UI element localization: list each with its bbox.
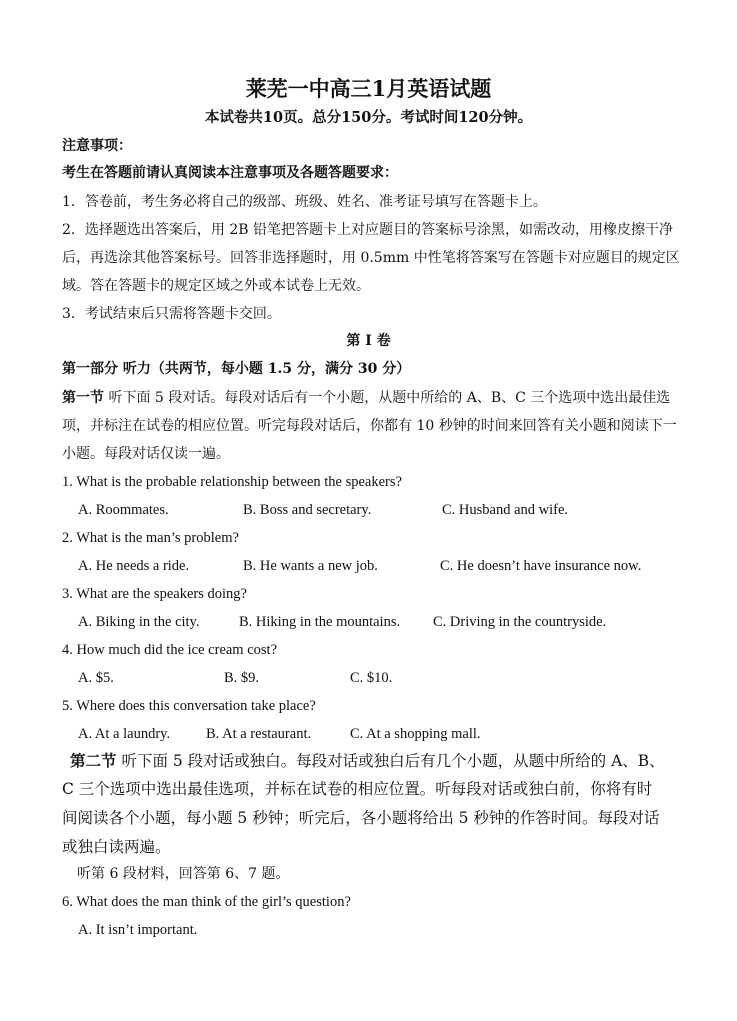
option-a: A. $5.: [78, 670, 114, 686]
option-a: A. Roommates.: [78, 502, 169, 518]
exam-subtitle: 本试卷共10页。总分150分。考试时间120分钟。: [204, 109, 533, 126]
section1-line: [62, 391, 670, 405]
notice-item: 1．答卷前，考生务必将自己的级部、班级、姓名、准考证号填写在答题卡上。: [62, 194, 547, 210]
part1-heading: 第一部分 听力（共两节，每小题 1.5 分，满分 30 分）: [62, 361, 411, 377]
question-text: 3. What are the speakers doing?: [62, 586, 247, 602]
question-text: 5. Where does this conversation take place?: [62, 698, 316, 714]
option-b: B. Boss and secretary.: [243, 502, 372, 518]
option-b: B. He wants a new job.: [243, 558, 378, 574]
notice-intro: 考生在答题前请认真阅读本注意事项及各题答题要求：: [62, 165, 398, 181]
section2-line: C 三个选项中选出最佳选项，并标在试卷的相应位置。听每段对话或独白前，你将有时: [62, 780, 653, 798]
page-title: 莱芜一中高三1月英语试题: [245, 76, 492, 101]
section2-line: 或独白读两遍。: [62, 838, 171, 856]
option-a: A. It isn’t important.: [78, 922, 198, 938]
notice-item: 后，再选涂其他答案标号。回答非选择题时，用 0.5mm 中性笔将答案写在答题卡对应题目的规定区: [62, 250, 680, 266]
option-c: C. Driving in the countryside.: [433, 614, 607, 630]
section1-line: 小题。每段对话仅读一遍。: [62, 446, 230, 462]
question-text: 4. How much did the ice cream cost?: [62, 642, 278, 658]
section1-line: 项，并标注在试卷的相应位置。听完每段对话后，你都有 10 秒钟的时间来回答有关小题和阅读下一: [62, 418, 677, 434]
section2-text: 听下面 5 段对话或独白。每段对话或独白后有几个小题，从题中所给的 A、B、: [116, 752, 665, 770]
option-c: C. $10.: [350, 670, 393, 686]
option-b: B. $9.: [224, 670, 260, 686]
notice-item: 域。答在答题卡的规定区域之外或本试卷上无效。: [62, 278, 370, 294]
section1-label: 第一节: [62, 390, 104, 406]
notice-item: 3．考试结束后只需将答题卡交回。: [62, 306, 281, 322]
option-c: C. Husband and wife.: [442, 502, 569, 518]
option-c: C. At a shopping mall.: [350, 726, 481, 742]
volume-heading: 第 I 卷: [346, 333, 391, 349]
question-text: 6. What does the man think of the girl’s question?: [62, 894, 351, 910]
notice-item: 2．选择题选出答案后，用 2B 铅笔把答题卡上对应题目的答案标号涂黑，如需改动，用橡皮擦干净: [62, 222, 674, 238]
question-text: 1. What is the probable relationship between the speakers?: [62, 474, 402, 490]
option-c: C. He doesn’t have insurance now.: [440, 558, 642, 574]
section2-line: [70, 753, 665, 770]
option-a: A. He needs a ride.: [78, 558, 190, 574]
material-instruction: 听第 6 段材料，回答第 6、7 题。: [77, 866, 290, 882]
option-a: A. Biking in the city.: [78, 614, 200, 630]
question-text: 2. What is the man’s problem?: [62, 530, 239, 546]
section2-line: 间阅读各个小题，每小题 5 秒钟；听完后，各小题将给出 5 秒钟的作答时间。每段对话: [62, 809, 660, 827]
section2-label: 第二节: [70, 751, 117, 770]
option-b: B. Hiking in the mountains.: [239, 614, 401, 630]
option-a: A. At a laundry.: [78, 726, 171, 742]
option-b: B. At a restaurant.: [206, 726, 312, 742]
notice-heading: 注意事项：: [62, 138, 132, 154]
section1-text: 听下面 5 段对话。每段对话后有一个小题，从题中所给的 A、B、C 三个选项中选出最佳选: [104, 390, 671, 406]
